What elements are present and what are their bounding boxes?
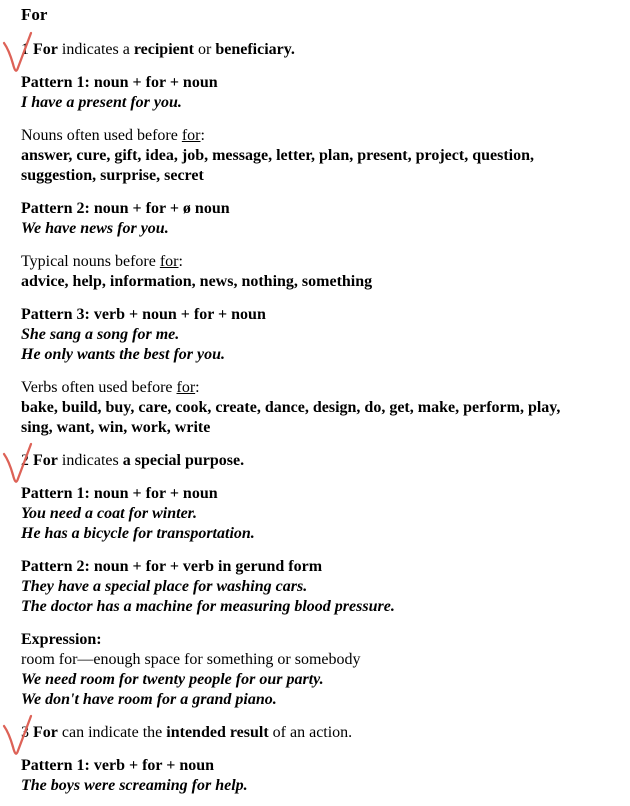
rule-text: or (193, 41, 216, 58)
word-list-line: bake, build, buy, care, cook, create, dance, design, do, get, make, perform, play, (21, 399, 561, 416)
note-underlined-word: for (176, 379, 196, 396)
page-title: For (21, 5, 48, 24)
example-sentence: They have a special place for washing cars. (21, 578, 308, 595)
word-list-line: suggestion, surprise, secret (21, 167, 204, 184)
rule-text: of an action. (268, 724, 353, 741)
note-text: : (200, 127, 205, 144)
rule-2 (21, 451, 614, 471)
pattern-label: Pattern 2: noun + for + verb in gerund form (21, 558, 323, 575)
note-line (21, 126, 614, 146)
pattern-block (21, 756, 614, 796)
note-line (21, 252, 614, 272)
pattern-label: Pattern 3: verb + noun + for + noun (21, 306, 266, 323)
rule-number: 3 (21, 724, 33, 741)
example-sentence: We have news for you. (21, 220, 169, 237)
example-sentence: I have a present for you. (21, 94, 182, 111)
pattern-block (21, 557, 614, 617)
note-text: : (178, 253, 183, 270)
rule-text: indicates (57, 452, 123, 469)
example-sentence: She sang a song for me. (21, 326, 180, 343)
example-sentence: The doctor has a machine for measuring blood pressure. (21, 598, 395, 615)
expression-label: Expression: (21, 631, 102, 648)
pattern-label: Pattern 1: noun + for + noun (21, 485, 218, 502)
rule-bold-term: intended result (166, 724, 269, 741)
note-text: : (195, 379, 200, 396)
word-list-block (21, 252, 614, 292)
example-sentence: We need room for twenty people for our party. (21, 671, 324, 688)
note-text: Nouns often used before (21, 127, 182, 144)
expression-block (21, 630, 614, 710)
word-list-line: sing, want, win, work, write (21, 419, 211, 436)
note-text: Typical nouns before (21, 253, 160, 270)
pattern-block (21, 199, 614, 239)
pattern-label: Pattern 1: noun + for + noun (21, 74, 218, 91)
rule-number: 2 (21, 452, 33, 469)
example-sentence: We don't have room for a grand piano. (21, 691, 277, 708)
pattern-label: Pattern 2: noun + for + ø noun (21, 200, 230, 217)
word-list-line: advice, help, information, news, nothing, something (21, 273, 373, 290)
rule-text: indicates a (57, 41, 134, 58)
note-underlined-word: for (181, 127, 201, 144)
pattern-block (21, 484, 614, 544)
pattern-block (21, 73, 614, 113)
rule-keyword: For (33, 41, 58, 58)
rule-1 (21, 40, 614, 60)
word-list-block (21, 126, 614, 186)
example-sentence: The boys were screaming for help. (21, 777, 248, 794)
word-list-line: answer, cure, gift, idea, job, message, letter, plan, present, project, question, (21, 147, 534, 164)
note-line (21, 378, 614, 398)
rule-bold-term: recipient (133, 41, 194, 58)
rule-keyword: For (33, 452, 58, 469)
pattern-label: Pattern 1: verb + for + noun (21, 757, 215, 774)
rule-number: 1 (21, 41, 33, 58)
pattern-block (21, 305, 614, 365)
note-text: Verbs often used before (21, 379, 177, 396)
expression-definition: room for—enough space for something or somebody (21, 651, 361, 668)
example-sentence: He has a bicycle for transportation. (21, 525, 255, 542)
rule-text: can indicate the (57, 724, 167, 741)
example-sentence: You need a coat for winter. (21, 505, 198, 522)
note-underlined-word: for (159, 253, 179, 270)
example-sentence: He only wants the best for you. (21, 346, 226, 363)
word-list-block (21, 378, 614, 438)
rule-3 (21, 723, 614, 743)
rule-keyword: For (33, 724, 58, 741)
rule-bold-term: a special purpose. (122, 452, 245, 469)
rule-bold-term: beneficiary. (215, 41, 295, 58)
